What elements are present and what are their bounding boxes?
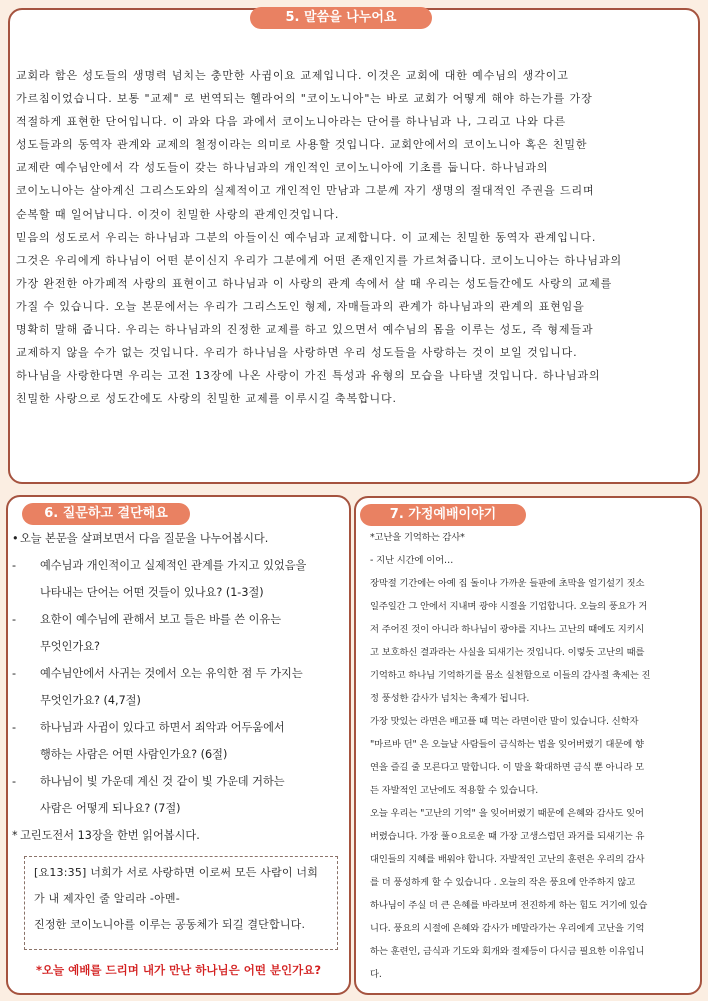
story-line: "마르바 던" 은 오늘날 사람들이 금식하는 법을 잊어버렸기 대문에 향 <box>370 739 644 750</box>
story-line: 기억하고 하나님 기억하기를 몸소 실천함으로 이들의 감사절 축제는 진 <box>370 670 651 681</box>
sermon-line: 믿음의 성도로서 우리는 하나님과 그분의 아들이신 예수님과 교제합니다. 이 교제는 친밀한 동역자 관계입니다. <box>16 230 597 244</box>
question-item <box>8 552 349 579</box>
question-text: 하나님이 빛 가운데 계신 것 같이 빛 가운데 거하는 <box>40 775 285 788</box>
family-story-text <box>370 526 692 986</box>
sermon-line: 하나님을 사랑한다면 우리는 고전 13장에 나온 사랑이 가진 특성과 유형의 모습을 나타낼 것입니다. 하나님과의 <box>16 369 601 383</box>
closing-question: *오늘 예배를 드리며 내가 만난 하나님은 어떤 분인가요? <box>35 963 322 977</box>
question-item <box>8 822 349 849</box>
sermon-line: 순복할 때 일어납니다. 이것이 친밀한 사랑의 관계인것입니다. <box>16 207 340 221</box>
question-text: 사람은 어떻게 되나요? (7절) <box>40 802 181 815</box>
question-text: 오늘 본문을 살펴보면서 다음 질문을 나누어봅시다. <box>20 532 269 545</box>
question-item <box>8 606 349 633</box>
sermon-line: 교회라 함은 성도들의 생명력 넘치는 충만한 사귐이요 교제입니다. 이것은 교회에 대한 예수님의 생각이고 <box>16 69 569 82</box>
question-text: 예수님과 개인적이고 실제적인 관계를 가지고 있었음을 <box>40 559 307 572</box>
story-line: 니다. 풍요의 시절에 은혜와 감사가 메말라가는 우리에게 고난을 기억 <box>370 923 645 934</box>
sermon-line: 교제란 예수님안에서 각 성도들이 갖는 하나님과의 개인적인 코이노니아에 기초를 둡니다. 하나님과의 <box>16 161 549 175</box>
bullet-mark: - <box>12 559 17 572</box>
section-7-title: 7. 가정예배이야기 <box>360 504 526 526</box>
question-text: 하나님과 사귐이 있다고 하면서 죄악과 어두움에서 <box>40 721 285 734</box>
question-text: 행하는 사람은 어떤 사람인가요? (6절) <box>40 748 228 761</box>
verse-line: [요13:35] 너희가 서로 사랑하면 이로써 모든 사람이 너희 <box>34 866 319 879</box>
question-item <box>8 525 349 552</box>
story-line: 일주일간 그 안에서 지내며 광야 시절을 기업합니다. 오늘의 풍요가 거 <box>370 601 648 612</box>
section-5-title: 5. 말씀을 나누어요 <box>250 7 432 29</box>
sermon-line: 그것은 우리에게 하나님이 어떤 분이신지 우리가 그분에게 어떤 존재인지를 가르쳐줍니다. 코이노니아는 하나님과의 <box>16 253 623 267</box>
section-6-title: 6. 질문하고 결단해요 <box>22 503 190 525</box>
story-line: 저 주어진 것이 아니라 하나님이 광야를 지나느 고난의 때에도 지키시 <box>370 624 645 635</box>
sermon-line: 친밀한 사랑으로 성도간에도 사랑의 친밀한 교제를 이루시길 축복합니다. <box>16 392 397 406</box>
sermon-line: 가장 완전한 아가페적 사랑의 표현이고 하나님과 이 사랑의 관계 속에서 살 때 우리는 성도들간에도 사랑의 교제를 <box>16 276 613 290</box>
story-line: 하는 훈련인, 금식과 기도와 회개와 절제등이 다시금 필요한 이유입니 <box>370 946 645 957</box>
sermon-line: 가르침이었습니다. 보통 "교제" 로 번역되는 헬라어의 "코이노니아"는 바로 교회가 어떻게 해야 하는가를 가장 <box>16 92 593 106</box>
question-text: 요한이 예수님에 관해서 보고 들은 바를 쓴 이유는 <box>40 613 282 626</box>
story-line: 연을 즐길 줄 모른다고 말합니다. 이 말을 확대하면 금식 뿐 아니라 모 <box>370 762 645 773</box>
sermon-line: 성도들과의 동역자 관계와 교제의 철정이라는 의미로 사용할 것입니다. 교회안에서의 코이노니아 혹은 친밀한 <box>16 138 588 152</box>
question-item <box>8 741 349 768</box>
bullet-mark: - <box>12 775 17 788</box>
story-line: 하나님이 주실 더 큰 은혜를 바라보며 전진하게 하는 힘도 거기에 있습 <box>370 900 648 911</box>
sermon-text <box>16 64 692 410</box>
bullet-mark: - <box>12 613 17 626</box>
story-line: 를 더 풍성하게 할 수 있습니다 . 오늘의 작은 풍요에 안주하지 않고 <box>370 877 636 888</box>
story-line: 장막절 기간에는 아예 집 돌이나 가까운 들판에 초막을 얼기설기 짓소 <box>370 578 645 589</box>
sermon-line: 가질 수 있습니다. 오늘 본문에서는 우리가 그리스도인 형제, 자매들과의 관계가 하나님과의 관계의 표현임을 <box>16 299 585 313</box>
question-item <box>8 579 349 606</box>
sermon-line: 코이노니아는 살아계신 그리스도와의 실제적이고 개인적인 만남과 그분께 자기 생명의 절대적인 주권을 드리며 <box>16 184 595 198</box>
family-worship-panel <box>354 496 702 995</box>
story-line: 정 풍성한 감사가 넘치는 축제가 됩니다. <box>370 693 530 704</box>
question-text: 무엇인가요? (4,7절) <box>40 694 141 707</box>
verse-line: 진정한 코이노니아를 이루는 공동체가 되길 결단합니다. <box>34 918 306 931</box>
sermon-line: 교제하지 않을 수가 없는 것입니다. 우리가 하나님을 사랑하면 우리 성도들을 사랑하는 것이 보일 것입니다. <box>16 346 578 360</box>
story-line: 고 보호하신 결과라는 사실을 되새기는 것입니다. 이렇듯 고난의 때를 <box>370 647 645 658</box>
question-text: 예수님안에서 사귀는 것에서 오는 유익한 점 두 가지는 <box>40 667 303 680</box>
questions-section-panel <box>6 495 351 995</box>
story-line: - 지난 시간에 이어… <box>370 555 454 566</box>
story-line: 든 자발적인 고난에도 적용할 수 있습니다. <box>370 785 539 796</box>
question-item <box>8 795 349 822</box>
verse-box <box>24 856 338 950</box>
sermon-line: 명확히 말해 줍니다. 우리는 하나님과의 진정한 교제를 하고 있으면서 예수님의 몸을 이루는 성도, 즉 형제들과 <box>16 323 594 337</box>
bullet-mark: * <box>12 829 18 842</box>
verse-line: 가 내 제자인 줄 알리라 -아멘- <box>34 892 180 905</box>
sermon-line: 적절하게 표현한 단어입니다. 이 과와 다음 과에서 코이노니아라는 단어를 하나님과 나, 그리고 나와 다른 <box>16 115 567 129</box>
bullet-mark: - <box>12 721 17 734</box>
question-text: 무엇인가요? <box>40 640 100 653</box>
story-line: 버렸습니다. 가장 풀ㅇ요로운 때 가장 고생스럽던 과거를 되새기는 유 <box>370 831 645 842</box>
story-line: 가장 맛있는 라면은 배고플 때 먹는 라면이란 말이 있습니다. 신학자 <box>370 716 639 727</box>
story-line: 대인들의 지혜를 배워야 합니다. 자발적인 고난의 훈련은 우리의 감사 <box>370 854 645 865</box>
bullet-mark: - <box>12 667 17 680</box>
question-item <box>8 633 349 660</box>
story-line: 다. <box>370 969 382 980</box>
story-line: 오늘 우리는 "고난의 기억" 을 잊어버렸기 때문에 은혜와 감사도 잊어 <box>370 808 644 819</box>
story-line: *고난을 기억하는 감사* <box>370 532 465 543</box>
question-text: 고린도전서 13장을 한번 읽어봅시다. <box>20 829 200 842</box>
question-item <box>8 768 349 795</box>
question-item <box>8 660 349 687</box>
sermon-section-panel <box>8 8 700 484</box>
question-list <box>8 525 349 849</box>
question-text: 나타내는 단어는 어떤 것들이 있나요? (1-3절) <box>40 586 264 599</box>
question-item <box>8 714 349 741</box>
bullet-mark: • <box>12 532 19 545</box>
question-item <box>8 687 349 714</box>
